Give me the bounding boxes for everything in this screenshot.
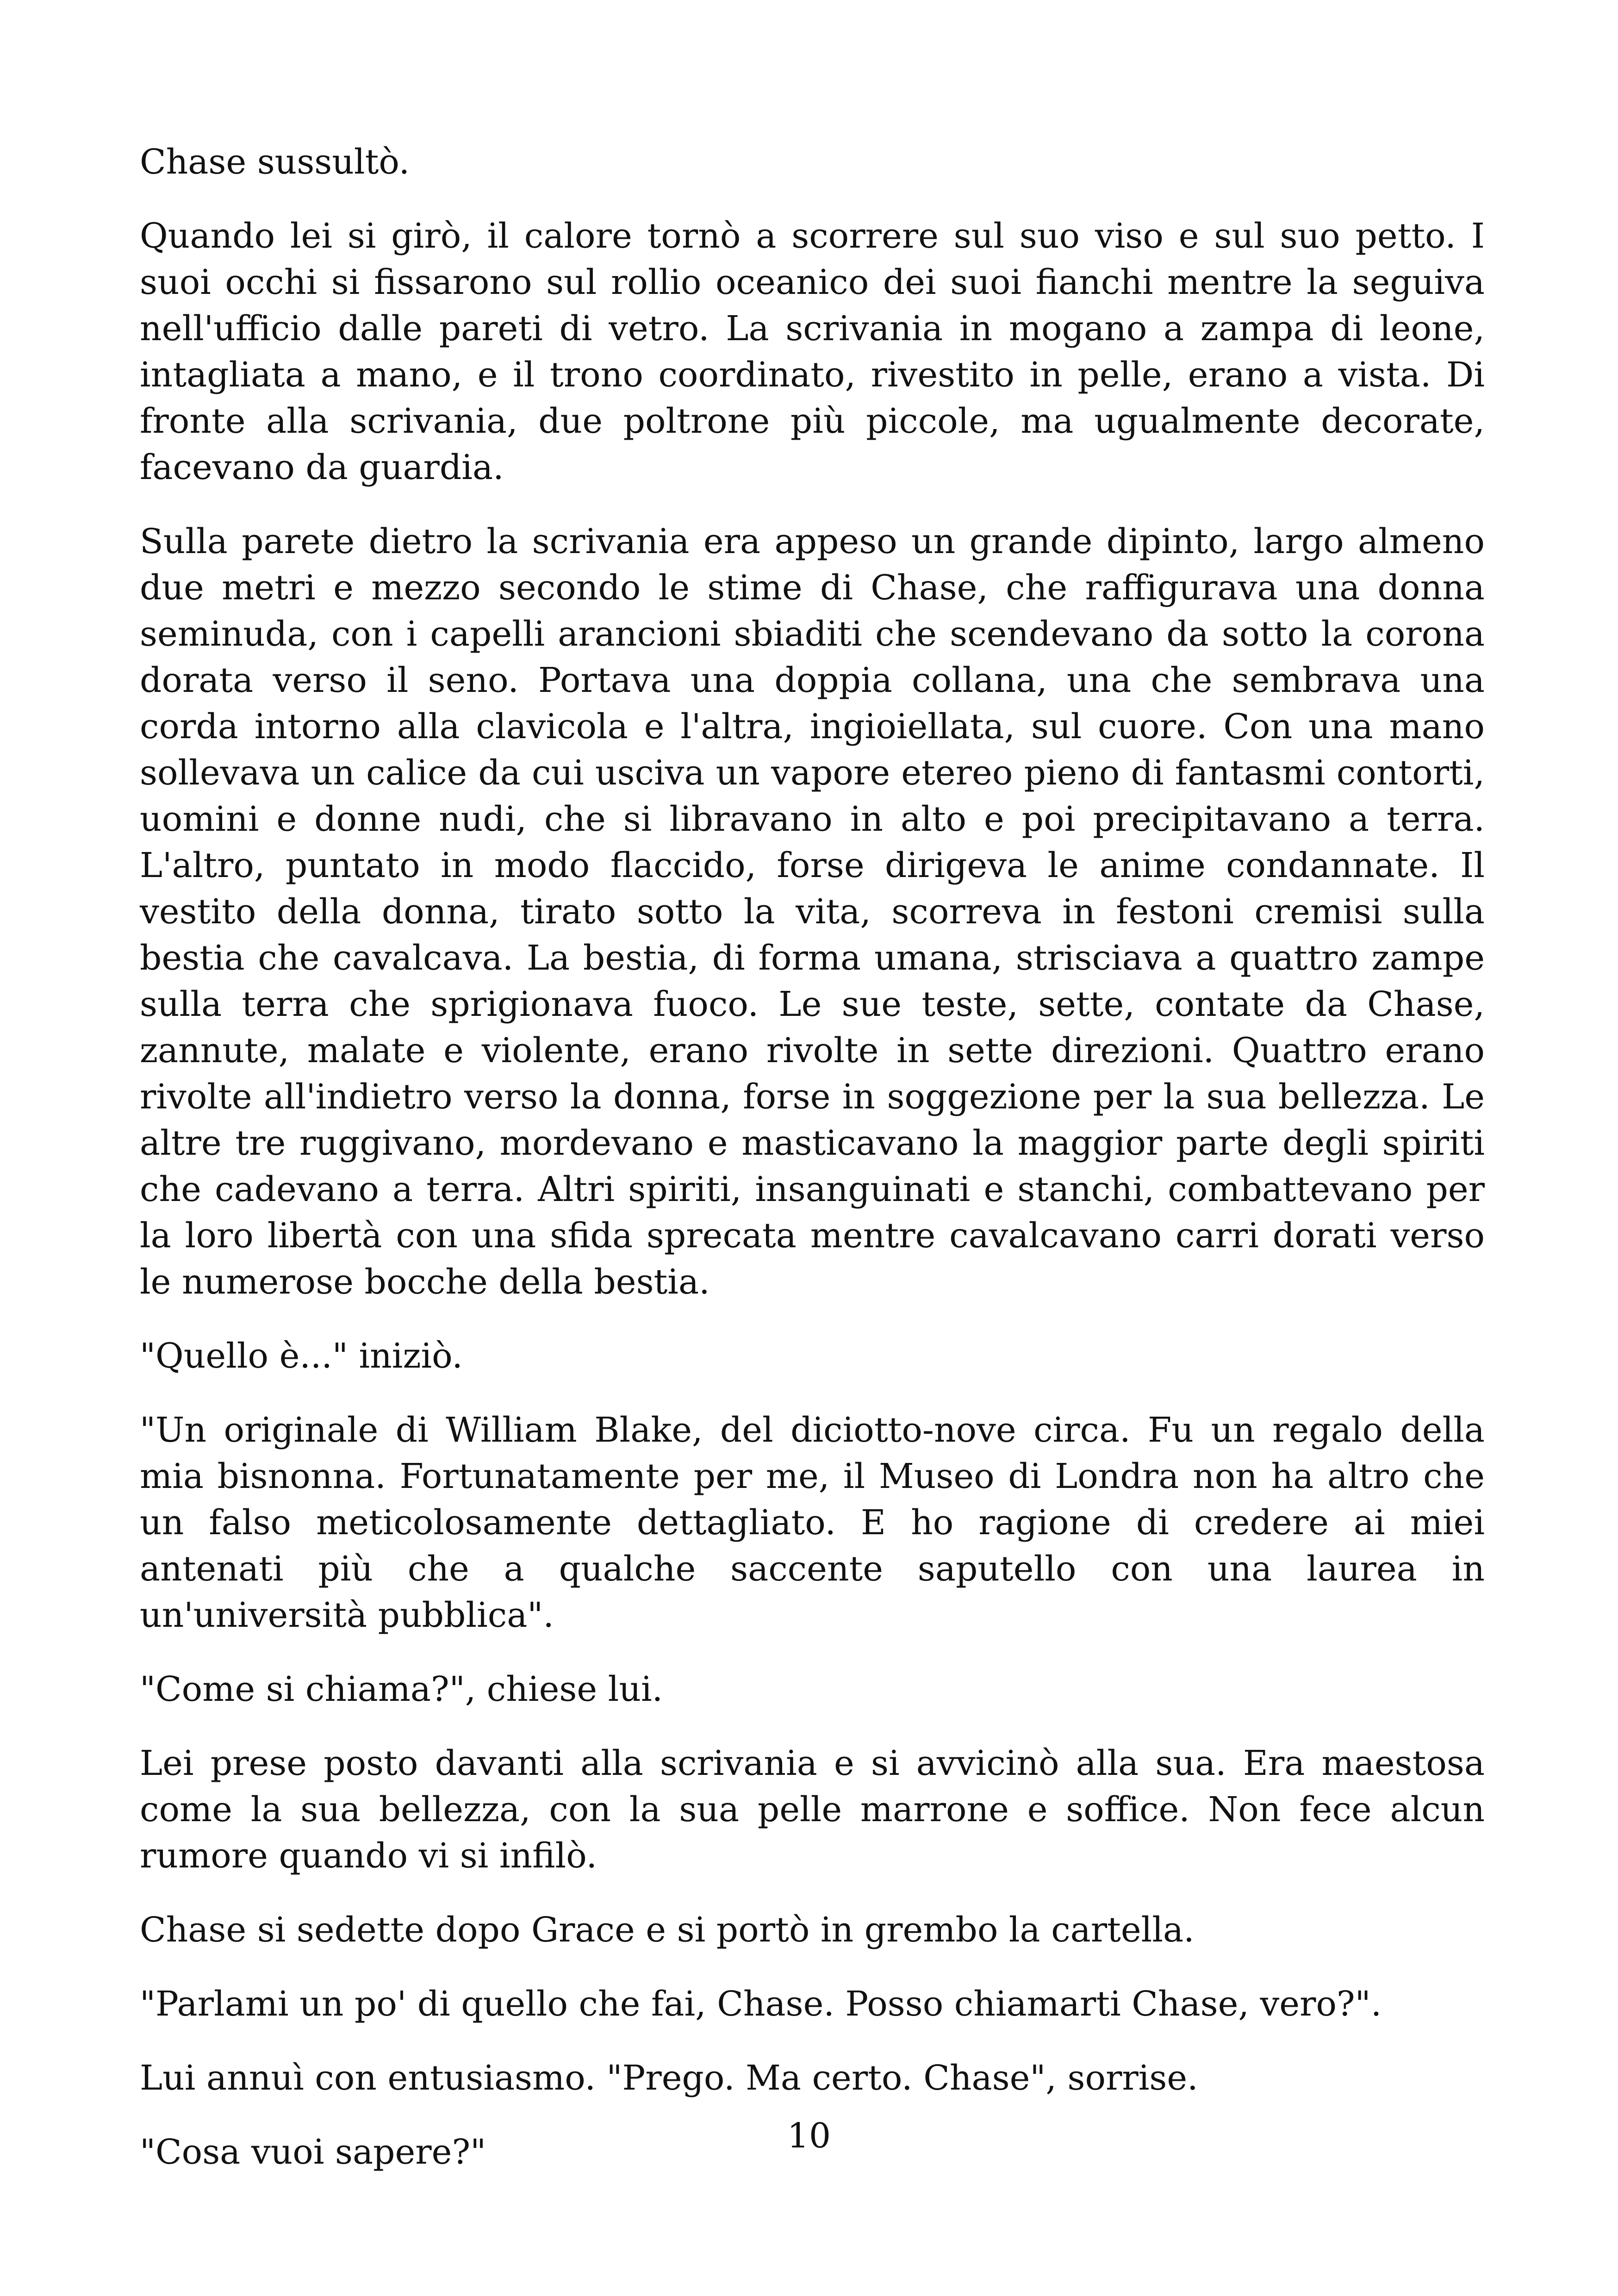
paragraph-8: Chase si sedette dopo Grace e si portò in grembo la cartella. <box>140 1910 1195 1950</box>
paragraph-5: "Un originale di William Blake, del diciotto-nove circa. Fu un regalo della mia bisnonna. Fortunatamente per me, il Museo di Londra non ha altro che un falso meticolosamente dettagliato. E ho ragione di credere ai miei antenati più che a qualche saccente saputello con una laurea in un'università pubblica". <box>140 1410 1485 1635</box>
page-body <box>140 139 1485 2175</box>
paragraph-7: Lei prese posto davanti alla scrivania e si avvicinò alla sua. Era maestosa come la sua bellezza, con la sua pelle marrone e soffice. Non fece alcun rumore quando vi si infilò. <box>140 1743 1485 1876</box>
paragraph-11: "Cosa vuoi sapere?" <box>140 2132 486 2172</box>
paragraph-9: "Parlami un po' di quello che fai, Chase. Posso chiamarti Chase, vero?". <box>140 1984 1382 2024</box>
paragraph-2: Quando lei si girò, il calore tornò a scorrere sul suo viso e sul suo petto. I suoi occhi si fissarono sul rollio oceanico dei suoi fianchi mentre la seguiva nell'ufficio dalle pareti di vetro. La scrivania in mogano a zampa di leone, intagliata a mano, e il trono coordinato, rivestito in pelle, erano a vista. Di fronte alla scrivania, due poltrone più piccole, ma ugualmente decorate, facevano da guardia. <box>140 216 1485 487</box>
paragraph-4: "Quello è..." iniziò. <box>140 1336 463 1376</box>
paragraph-3: Sulla parete dietro la scrivania era appeso un grande dipinto, largo almeno due metri e mezzo secondo le stime di Chase, che raffigurava una donna seminuda, con i capelli arancioni sbiaditi che scendevano da sotto la corona dorata verso il seno. Portava una doppia collana, una che sembrava una corda intorno alla clavicola e l'altra, ingioiellata, sul cuore. Con una mano sollevava un calice da cui usciva un vapore etereo pieno di fantasmi contorti, uomini e donne nudi, che si libravano in alto e poi precipitavano a terra. L'altro, puntato in modo flaccido, forse dirigeva le anime condannate. Il vestito della donna, tirato sotto la vita, scorreva in festoni cremisi sulla bestia che cavalcava. La bestia, di forma umana, strisciava a quattro zampe sulla terra che sprigionava fuoco. Le sue teste, sette, contate da Chase, zannute, malate e violente, erano rivolte in sette direzioni. Quattro erano rivolte all'indietro verso la donna, forse in soggezione per la sua bellezza. Le altre tre ruggivano, mordevano e masticavano la maggior parte degli spiriti che cadevano a terra. Altri spiriti, insanguinati e stanchi, combattevano per la loro libertà con una sfida sprecata mentre cavalcavano carri dorati verso le numerose bocche della bestia. <box>140 522 1485 1302</box>
paragraph-10: Lui annuì con entusiasmo. "Prego. Ma certo. Chase", sorrise. <box>140 2058 1198 2098</box>
paragraph-1: Chase sussultò. <box>140 142 410 182</box>
page-number: 10 <box>787 2116 831 2156</box>
paragraph-6: "Come si chiama?", chiese lui. <box>140 1669 663 1709</box>
